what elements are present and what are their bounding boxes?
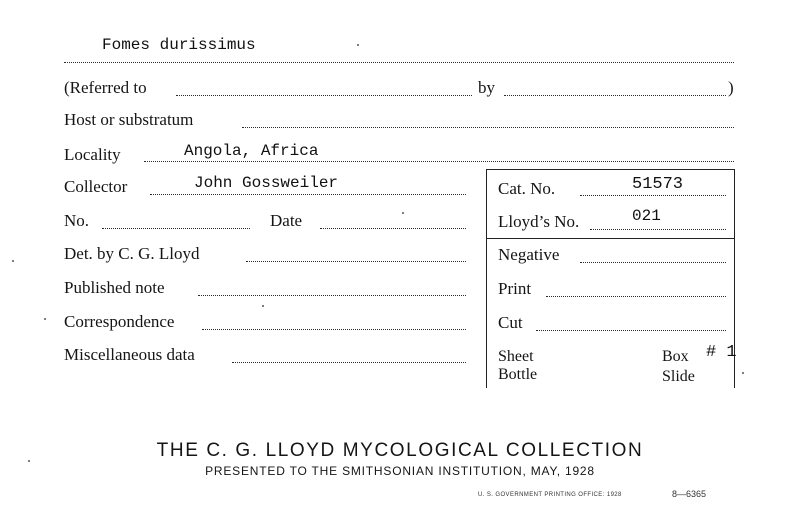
collection-title: THE C. G. LLOYD MYCOLOGICAL COLLECTION [156, 440, 644, 461]
scan-speck [44, 318, 46, 320]
cut-label: Cut [498, 313, 523, 332]
form-code: 8—6365 [672, 489, 707, 499]
species-name: Fomes durissimus [102, 36, 256, 54]
date-line [320, 228, 466, 229]
cat-no-value: 51573 [632, 175, 684, 194]
referred-to-label: (Referred to [64, 78, 147, 97]
printer-imprint: U. S. GOVERNMENT PRINTING OFFICE: 1928 [478, 492, 622, 498]
bottle-label: Bottle [498, 366, 538, 383]
lloyds-no-value: 021 [632, 207, 661, 225]
print-label: Print [498, 279, 532, 298]
correspondence-label: Correspondence [64, 312, 175, 331]
scan-speck [742, 372, 744, 374]
cut-line [536, 330, 726, 331]
locality-value: Angola, Africa [184, 142, 319, 160]
box-top-border [486, 169, 734, 170]
no-label: No. [64, 211, 90, 230]
cat-no-line [580, 195, 726, 196]
published-note-line [198, 295, 466, 296]
box-number: # 1 [706, 343, 737, 362]
collector-line [150, 194, 466, 195]
misc-data-line [232, 362, 466, 363]
host-line [242, 127, 734, 128]
negative-line [580, 262, 726, 263]
host-label: Host or substratum [64, 110, 194, 129]
correspondence-line [202, 329, 466, 330]
collection-subtitle: PRESENTED TO THE SMITHSONIAN INSTITUTION, MAY, 1928 [205, 464, 595, 478]
slide-label: Slide [662, 368, 695, 385]
det-by-line [246, 261, 466, 262]
by-label: by [478, 78, 495, 97]
det-by-label: Det. by C. G. Lloyd [64, 244, 200, 263]
by-line [504, 95, 726, 96]
locality-label: Locality [64, 145, 121, 164]
box-label: Box [662, 348, 689, 365]
collector-label: Collector [64, 177, 128, 196]
box-left-border [486, 169, 487, 388]
scan-speck [28, 460, 30, 462]
negative-label: Negative [498, 245, 560, 264]
box-divider [486, 238, 734, 239]
sheet-label: Sheet [498, 348, 534, 365]
scan-speck [262, 305, 264, 307]
misc-data-label: Miscellaneous data [64, 345, 195, 364]
published-note-label: Published note [64, 278, 165, 297]
cat-no-label: Cat. No. [498, 179, 556, 198]
scan-speck [12, 260, 14, 262]
referred-to-line [176, 95, 472, 96]
no-line [102, 228, 250, 229]
species-line [64, 62, 734, 63]
close-paren: ) [728, 78, 734, 97]
print-line [546, 296, 726, 297]
lloyds-no-label: Lloyd’s No. [498, 212, 580, 231]
collector-value: John Gossweiler [194, 174, 339, 192]
scan-speck [357, 44, 359, 46]
locality-line [144, 161, 734, 162]
lloyds-no-line [590, 229, 726, 230]
scan-speck [402, 212, 404, 214]
date-label: Date [270, 211, 303, 230]
